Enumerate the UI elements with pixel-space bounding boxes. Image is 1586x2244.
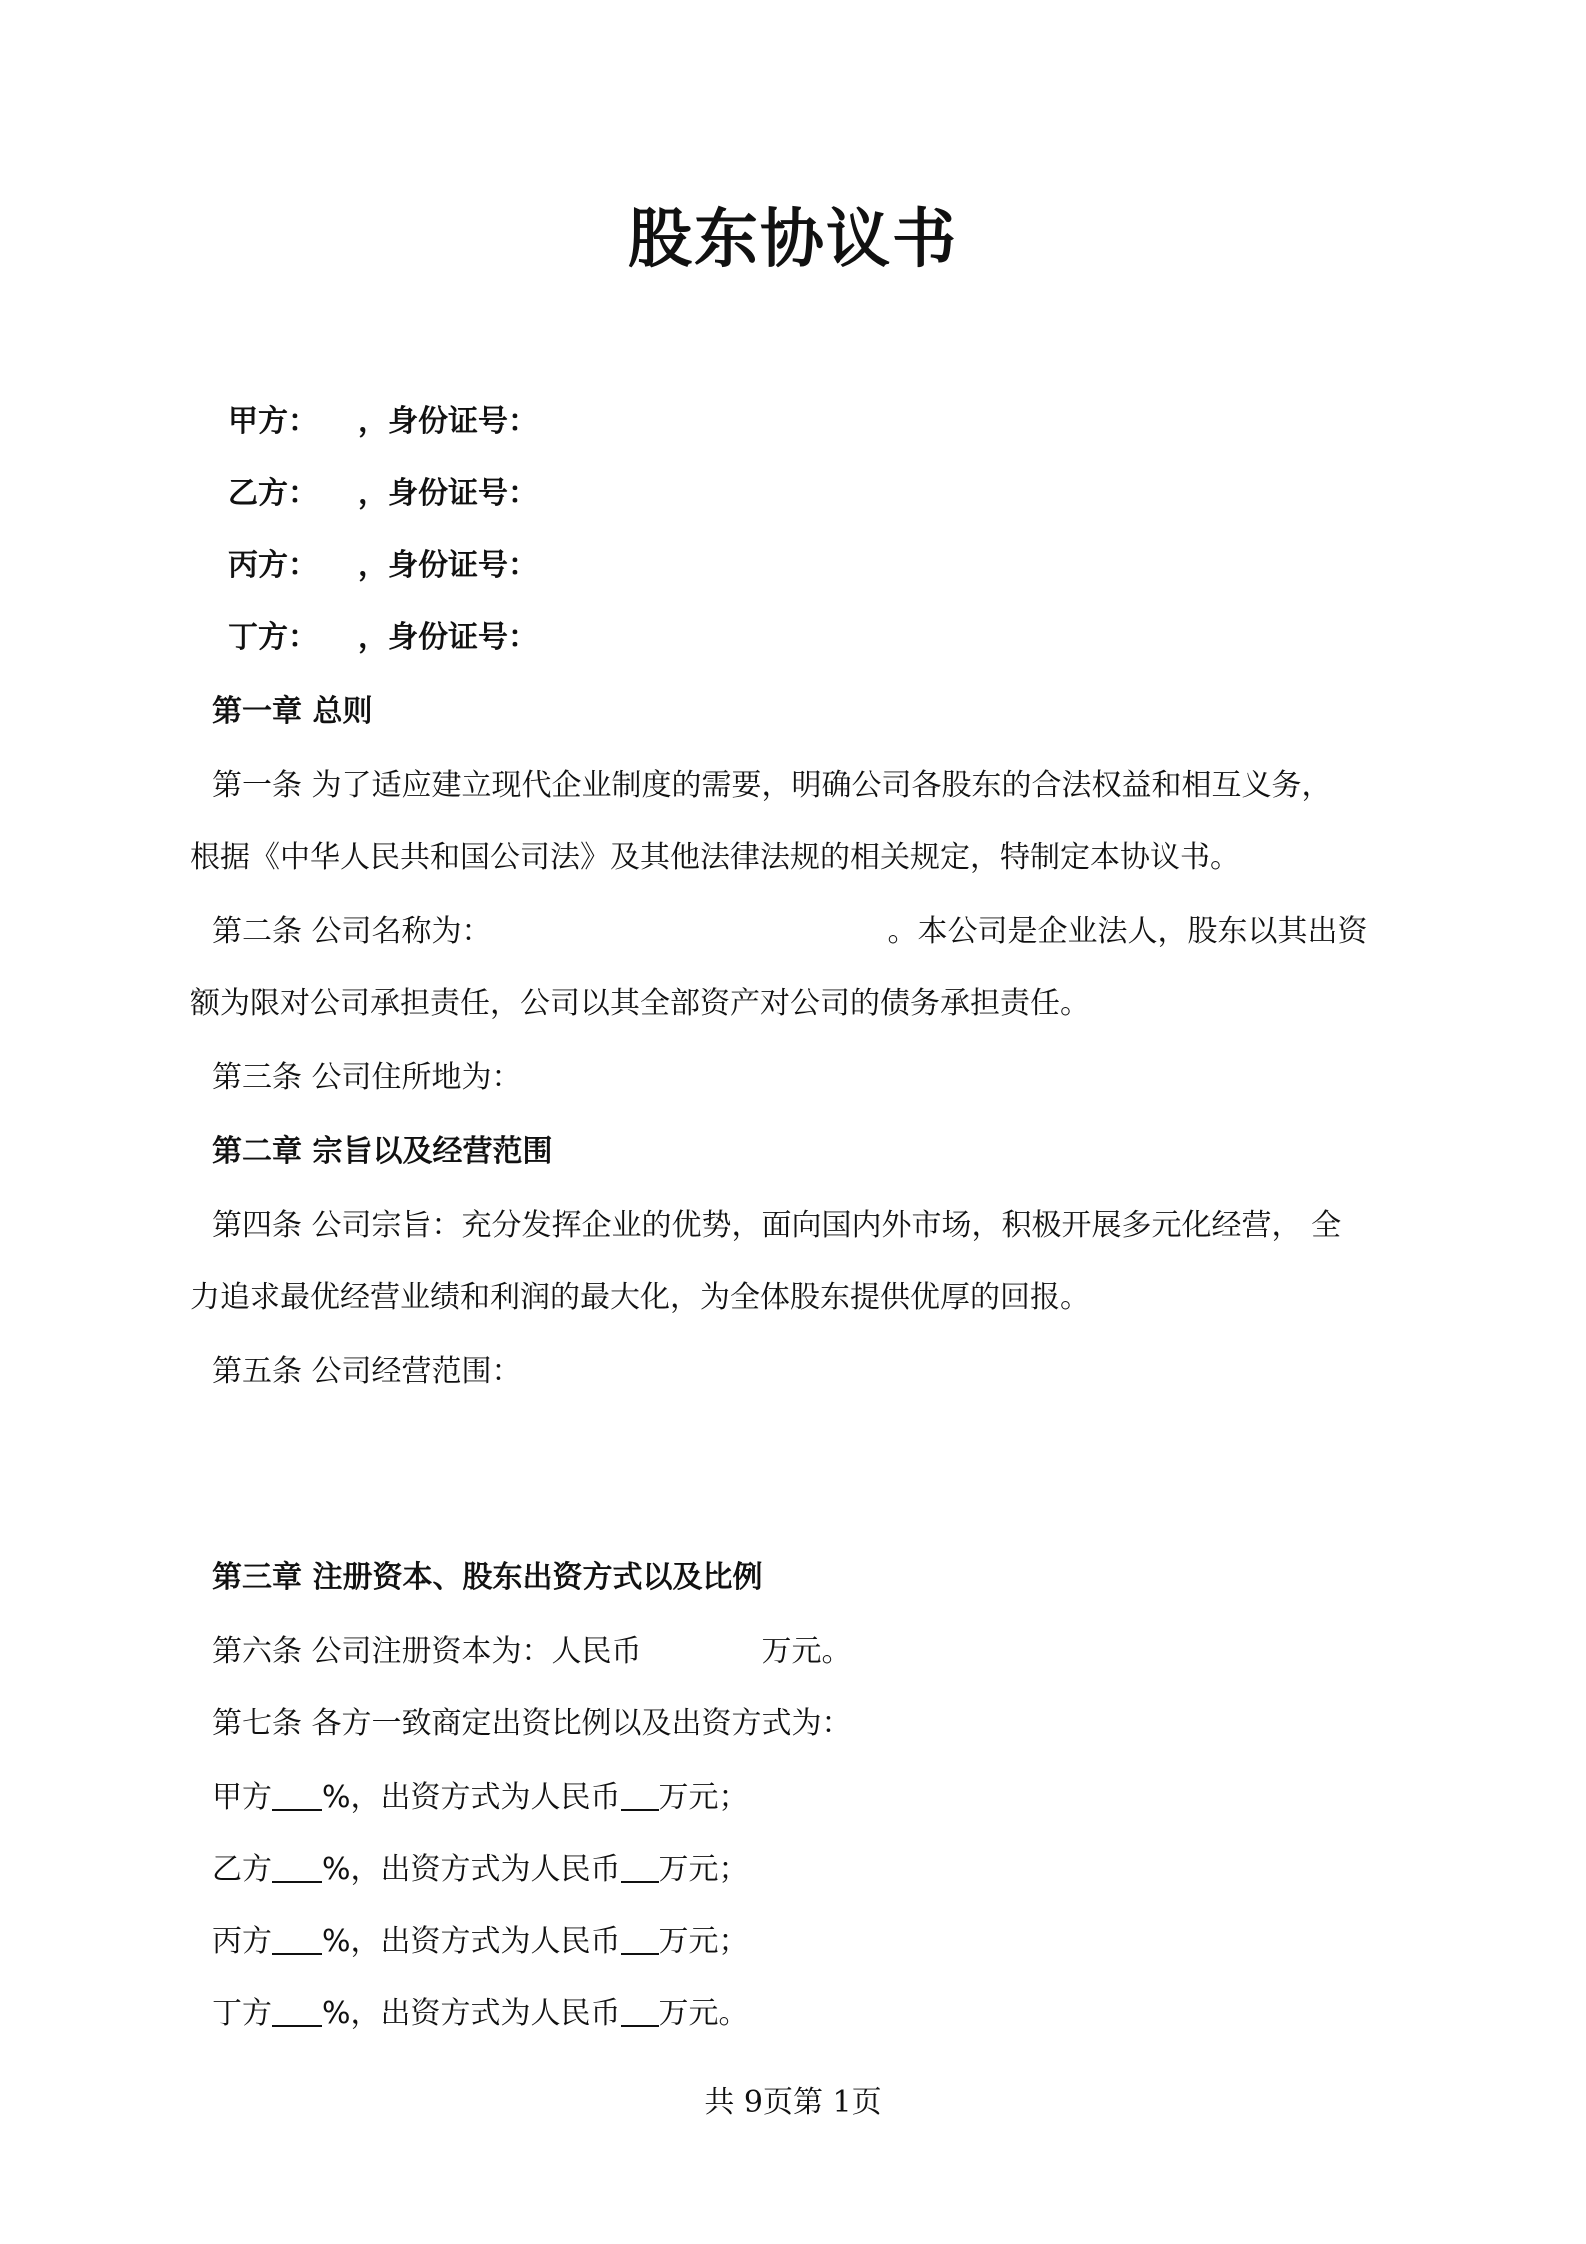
contribution-party: 丙方 — [212, 1924, 272, 1959]
contribution-mid: %，出资方式为人民币 — [322, 1780, 621, 1815]
amount-blank — [621, 1995, 659, 2027]
contribution-mid: %，出资方式为人民币 — [322, 1996, 621, 2031]
document-title: 股东协议书 — [628, 203, 958, 277]
percent-blank — [272, 1923, 322, 1955]
article-2-lead: 第二条 公司名称为： — [212, 914, 492, 949]
contribution-mid: %，出资方式为人民币 — [322, 1852, 621, 1887]
article-3: 第三条 公司住所地为： — [212, 1060, 522, 1095]
contribution-line-d — [212, 1994, 749, 2034]
article-4-line-1: 第四条 公司宗旨：充分发挥企业的优势，面向国内外市场，积极开展多元化经营， 全 — [212, 1208, 1342, 1243]
page-footer: 共 9页第 1页 — [704, 2085, 882, 2120]
party-id-label: ，身份证号： — [358, 404, 538, 439]
chapter-2-heading: 第二章 宗旨以及经营范围 — [212, 1134, 553, 1169]
article-1-line-2: 根据《中华人民共和国公司法》及其他法律法规的相关规定，特制定本协议书。 — [190, 840, 1240, 875]
amount-blank — [621, 1779, 659, 1811]
article-7: 第七条 各方一致商定出资比例以及出资方式为： — [212, 1706, 852, 1741]
party-name: 丁方： — [228, 620, 318, 655]
percent-blank — [272, 1995, 322, 2027]
article-5: 第五条 公司经营范围： — [212, 1354, 522, 1389]
article-1-line-1: 第一条 为了适应建立现代企业制度的需要，明确公司各股东的合法权益和相互义务， — [212, 768, 1332, 803]
contribution-line-b — [212, 1850, 749, 1890]
contribution-end: 万元； — [658, 1924, 749, 1959]
percent-blank — [272, 1779, 322, 1811]
article-6 — [212, 1632, 852, 1672]
party-name: 乙方： — [228, 476, 318, 511]
party-id-label: ，身份证号： — [358, 620, 538, 655]
chapter-3-heading: 第三章 注册资本、股东出资方式以及比例 — [212, 1560, 763, 1595]
contribution-end: 万元。 — [658, 1996, 749, 2031]
article-2-tail: 。本公司是企业法人，股东以其出资 — [887, 914, 1368, 949]
contribution-end: 万元； — [658, 1780, 749, 1815]
percent-blank — [272, 1851, 322, 1883]
article-6-tail: 万元。 — [761, 1634, 852, 1669]
party-name: 丙方： — [228, 548, 318, 583]
contribution-party: 乙方 — [212, 1852, 272, 1887]
amount-blank — [621, 1923, 659, 1955]
party-name: 甲方： — [228, 404, 318, 439]
party-id-label: ，身份证号： — [358, 476, 538, 511]
party-line-a — [228, 402, 538, 442]
contribution-line-a — [212, 1778, 749, 1818]
chapter-1-heading: 第一章 总则 — [212, 694, 373, 729]
amount-blank — [621, 1851, 659, 1883]
party-line-b — [228, 474, 538, 514]
contribution-line-c — [212, 1922, 749, 1962]
party-line-c — [228, 546, 538, 586]
party-id-label: ，身份证号： — [358, 548, 538, 583]
article-4-line-2: 力追求最优经营业绩和利润的最大化，为全体股东提供优厚的回报。 — [190, 1280, 1090, 1315]
article-2-line-1 — [212, 912, 1368, 952]
contribution-party: 甲方 — [212, 1780, 272, 1815]
article-6-lead: 第六条 公司注册资本为：人民币 — [212, 1634, 642, 1669]
party-line-d — [228, 618, 538, 658]
contribution-mid: %，出资方式为人民币 — [322, 1924, 621, 1959]
article-2-line-2: 额为限对公司承担责任，公司以其全部资产对公司的债务承担责任。 — [190, 986, 1090, 1021]
contribution-end: 万元； — [658, 1852, 749, 1887]
contribution-party: 丁方 — [212, 1996, 272, 2031]
